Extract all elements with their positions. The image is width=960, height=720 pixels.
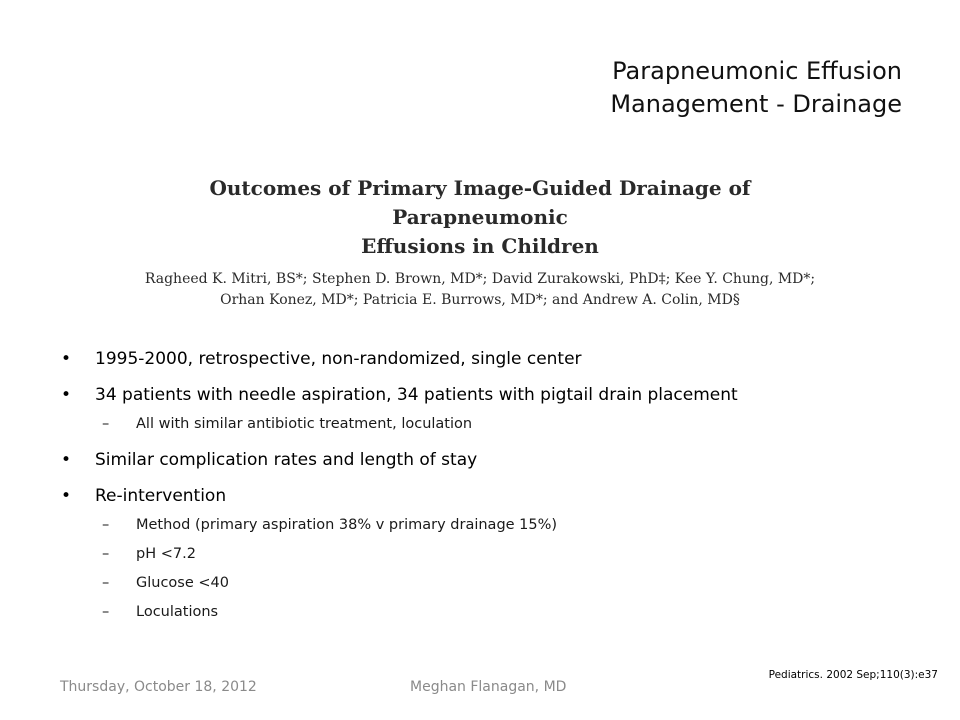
- paper-title-line-1: Outcomes of Primary Image-Guided Drainage of Parapneumonic: [209, 176, 751, 229]
- sub-bullet-antibiotics: – All with similar antibiotic treatment, loculation: [60, 414, 940, 435]
- footer-author: Meghan Flanagan, MD: [410, 679, 567, 695]
- paper-authors: [95, 269, 865, 311]
- bullet-reintervention: • Re-intervention: [60, 483, 940, 509]
- slide-title-line-2: Management - Drainage: [610, 90, 902, 118]
- bullet-study-design: • 1995-2000, retrospective, non-randomized, single center: [60, 346, 940, 372]
- citation: Pediatrics. 2002 Sep;110(3):e37: [768, 669, 938, 681]
- paper-title-image: [120, 174, 840, 261]
- slide-title: [302, 55, 902, 121]
- slide-title-line-1: Parapneumonic Effusion: [612, 57, 902, 85]
- bullet-list: [60, 346, 940, 635]
- paper-title-line-2: Effusions in Children: [361, 234, 599, 258]
- bullet-patients: • 34 patients with needle aspiration, 34 patients with pigtail drain placement: [60, 382, 940, 408]
- paper-authors-line-2: Orhan Konez, MD*; Patricia E. Burrows, MD*; and Andrew A. Colin, MD§: [220, 292, 740, 308]
- sub-bullet-ph: – pH <7.2: [60, 544, 940, 565]
- bullet-complications: • Similar complication rates and length of stay: [60, 447, 940, 473]
- footer-date: Thursday, October 18, 2012: [60, 679, 257, 695]
- sub-bullet-method: – Method (primary aspiration 38% v primary drainage 15%): [60, 515, 940, 536]
- paper-authors-line-1: Ragheed K. Mitri, BS*; Stephen D. Brown, MD*; David Zurakowski, PhD‡; Kee Y. Chung, MD*;: [144, 271, 816, 287]
- sub-bullet-glucose: – Glucose <40: [60, 573, 940, 594]
- sub-bullet-loculations: – Loculations: [60, 602, 940, 623]
